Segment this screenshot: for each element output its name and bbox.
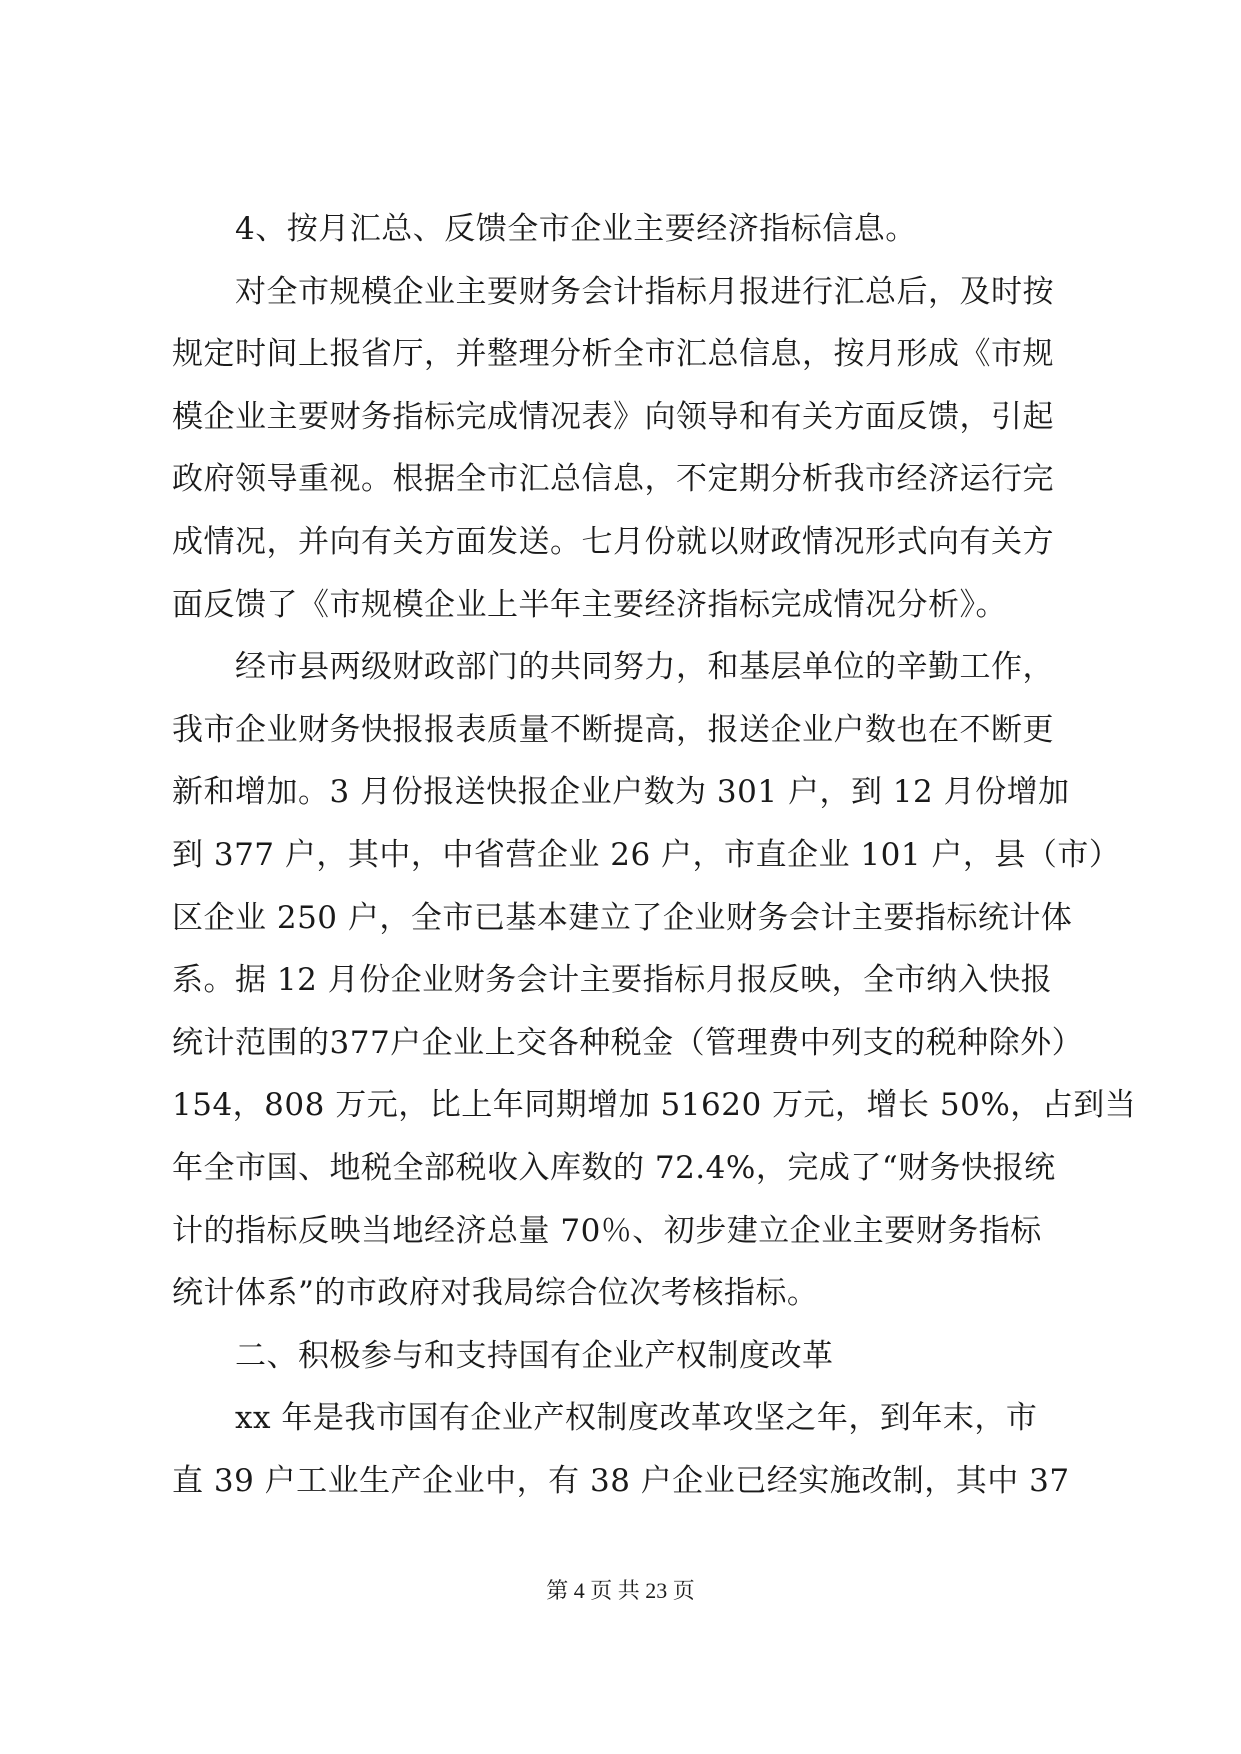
text-line: 年全市国、地税全部税收入库数的 72.4%，完成了“财务快报统	[172, 1149, 1056, 1186]
text-line: 新和增加。3 月份报送快报企业户数为 301 户，到 12 月份增加	[172, 774, 1070, 811]
text-line: 计的指标反映当地经济总量 70％、初步建立企业主要财务指标	[172, 1212, 1042, 1249]
text-line: xx 年是我市国有企业产权制度改革攻坚之年，到年末，市	[172, 1400, 1038, 1437]
text-line: 到 377 户，其中，中省营企业 26 户，市直企业 101 户，县（市）	[172, 836, 1121, 873]
text-line: 统计范围的377户企业上交各种税金（管理费中列支的税种除外）	[172, 1024, 1084, 1061]
text-line: 规定时间上报省厅，并整理分析全市汇总信息，按月形成《市规	[172, 336, 1054, 373]
text-line: 成情况，并向有关方面发送。七月份就以财政情况形式向有关方	[172, 523, 1054, 560]
text-line: 模企业主要财务指标完成情况表》向领导和有关方面反馈，引起	[172, 398, 1054, 435]
text-line: 4、按月汇总、反馈全市企业主要经济指标信息。	[172, 211, 917, 247]
text-line: 面反馈了《市规模企业上半年主要经济指标完成情况分析》。	[172, 586, 1007, 623]
text-line: 统计体系”的市政府对我局综合位次考核指标。	[172, 1275, 819, 1312]
text-line: 经市县两级财政部门的共同努力，和基层单位的辛勤工作，	[172, 649, 1054, 686]
text-line: 我市企业财务快报报表质量不断提高，报送企业户数也在不断更	[172, 711, 1054, 748]
section-heading: 二、积极参与和支持国有企业产权制度改革	[172, 1337, 834, 1374]
text-line: 区企业 250 户，全市已基本建立了企业财务会计主要指标统计体	[172, 899, 1073, 936]
text-line: 154，808 万元，比上年同期增加 51620 万元，增长 50%，占到当	[172, 1087, 1137, 1124]
text-line: 直 39 户工业生产企业中，有 38 户企业已经实施改制，其中 37	[172, 1462, 1070, 1499]
document-body	[172, 198, 1137, 1512]
text-line: 对全市规模企业主要财务会计指标月报进行汇总后，及时按	[172, 273, 1054, 310]
text-line: 系。据 12 月份企业财务会计主要指标月报反映，全市纳入快报	[172, 962, 1053, 999]
page-number-footer: 第 4 页 共 23 页	[546, 1578, 695, 1603]
text-line: 政府领导重视。根据全市汇总信息，不定期分析我市经济运行完	[172, 461, 1054, 498]
